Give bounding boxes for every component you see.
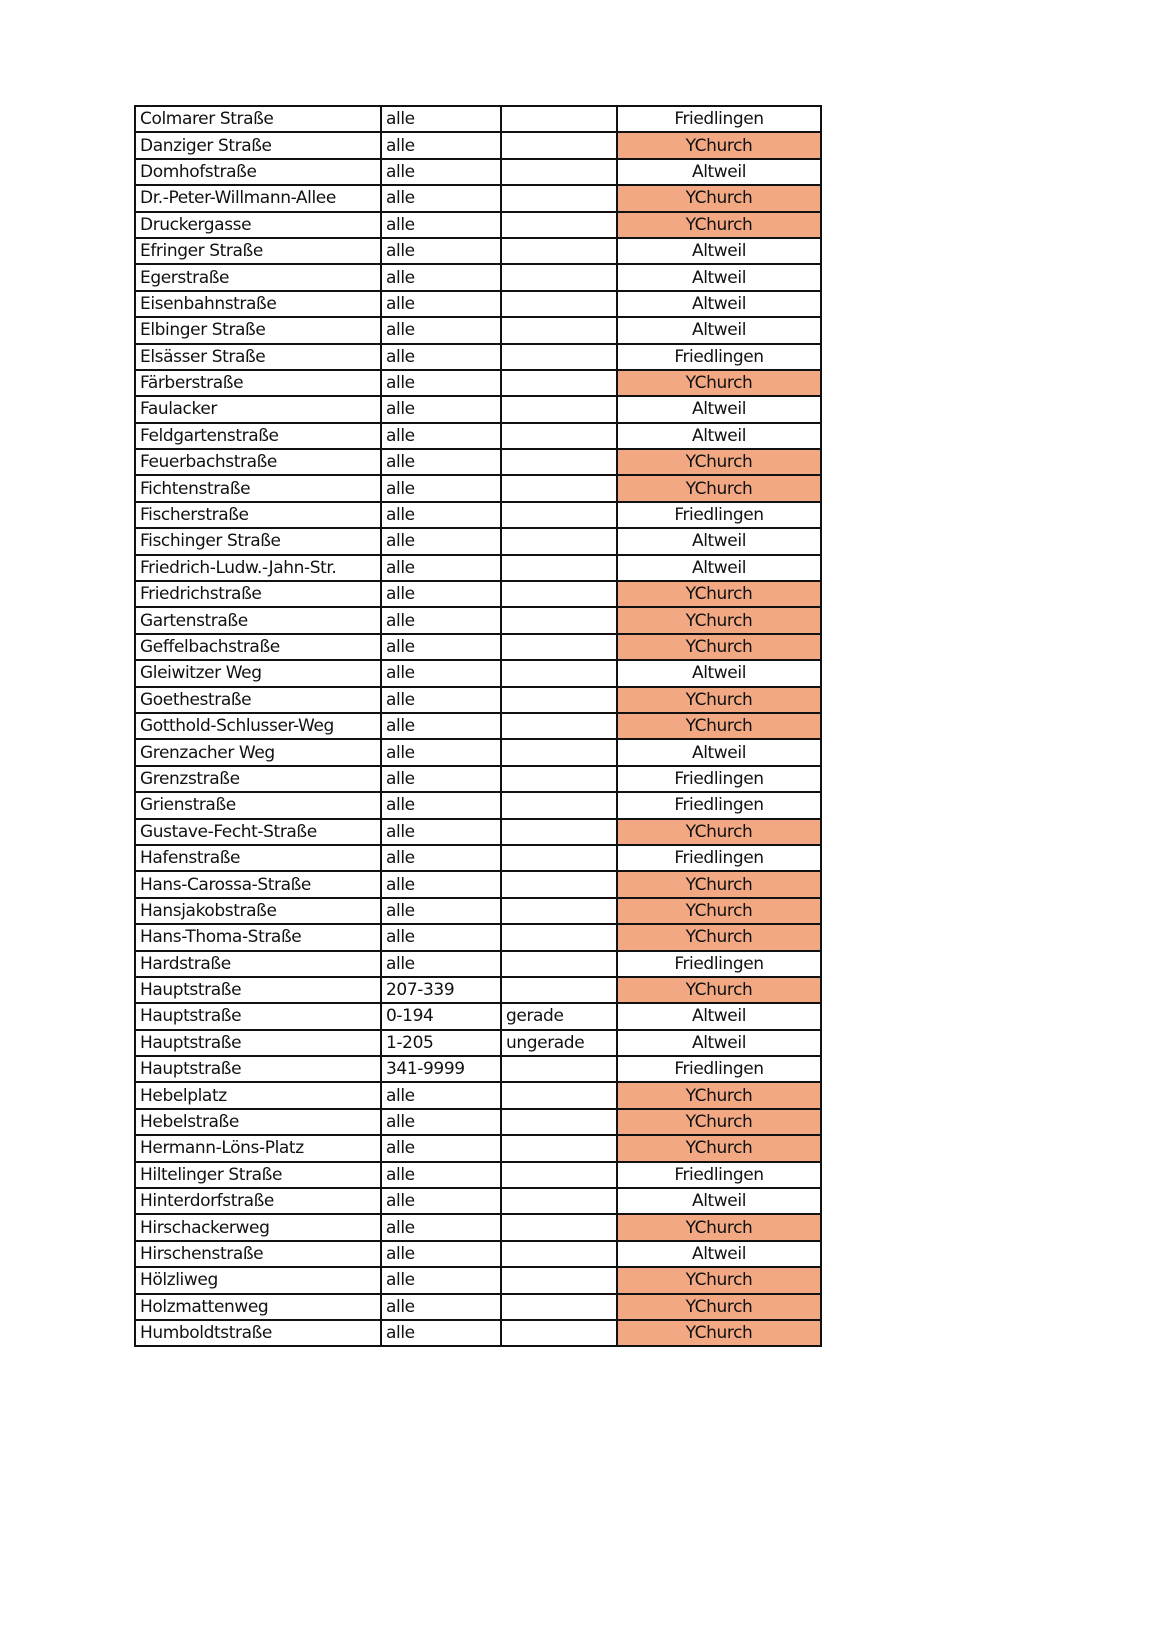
house-range-cell: 207-339 [381,977,501,1003]
street-cell: Faulacker [135,396,381,422]
house-range-cell: alle [381,317,501,343]
house-range-cell: alle [381,1267,501,1293]
table-row [135,977,821,1003]
district-cell: YChurch [617,924,821,950]
street-cell: Egerstraße [135,264,381,290]
street-cell: Humboldtstraße [135,1320,381,1346]
street-cell: Friedrichstraße [135,581,381,607]
district-cell: Friedlingen [617,344,821,370]
house-range-cell: alle [381,1294,501,1320]
parity-cell [501,423,617,449]
street-cell: Hansjakobstraße [135,898,381,924]
house-range-cell: alle [381,1214,501,1240]
house-range-cell: alle [381,660,501,686]
parity-cell [501,212,617,238]
table-row [135,634,821,660]
district-cell: Friedlingen [617,792,821,818]
table-row [135,924,821,950]
table-row [135,132,821,158]
parity-cell [501,581,617,607]
district-cell: YChurch [617,607,821,633]
parity-cell [501,264,617,290]
table-row [135,1056,821,1082]
street-cell: Efringer Straße [135,238,381,264]
parity-cell [501,634,617,660]
parity-cell [501,291,617,317]
street-cell: Hiltelinger Straße [135,1162,381,1188]
house-range-cell: alle [381,634,501,660]
house-range-cell: 0-194 [381,1003,501,1029]
street-cell: Hauptstraße [135,1003,381,1029]
table-row [135,1267,821,1293]
street-cell: Hardstraße [135,951,381,977]
street-cell: Gartenstraße [135,607,381,633]
street-cell: Grenzacher Weg [135,739,381,765]
district-cell: Friedlingen [617,1162,821,1188]
table-row [135,423,821,449]
house-range-cell: alle [381,713,501,739]
table-row [135,1241,821,1267]
house-range-cell: alle [381,766,501,792]
house-range-cell: alle [381,291,501,317]
house-range-cell: 341-9999 [381,1056,501,1082]
table-row [135,159,821,185]
district-cell: YChurch [617,475,821,501]
street-cell: Goethestraße [135,687,381,713]
table-row [135,898,821,924]
table-row [135,291,821,317]
parity-cell [501,951,617,977]
district-cell: YChurch [617,1109,821,1135]
parity-cell [501,977,617,1003]
parity-cell [501,1294,617,1320]
table-row [135,528,821,554]
street-cell: Friedrich-Ludw.-Jahn-Str. [135,555,381,581]
parity-cell [501,1214,617,1240]
street-cell: Hinterdorfstraße [135,1188,381,1214]
parity-cell [501,159,617,185]
district-cell: Altweil [617,317,821,343]
street-cell: Färberstraße [135,370,381,396]
table-row [135,1082,821,1108]
district-cell: YChurch [617,1135,821,1161]
district-cell: Altweil [617,423,821,449]
table-row [135,317,821,343]
parity-cell [501,924,617,950]
parity-cell [501,1082,617,1108]
parity-cell [501,317,617,343]
street-cell: Gleiwitzer Weg [135,660,381,686]
district-cell: Friedlingen [617,845,821,871]
house-range-cell: alle [381,898,501,924]
table-row [135,1030,821,1056]
parity-cell [501,766,617,792]
parity-cell [501,1320,617,1346]
house-range-cell: alle [381,475,501,501]
street-cell: Hauptstraße [135,1056,381,1082]
parity-cell [501,898,617,924]
parity-cell [501,475,617,501]
street-cell: Hans-Carossa-Straße [135,871,381,897]
table-row [135,106,821,132]
parity-cell: ungerade [501,1030,617,1056]
district-cell: YChurch [617,449,821,475]
table-row [135,1109,821,1135]
street-cell: Hirschenstraße [135,1241,381,1267]
house-range-cell: alle [381,1188,501,1214]
house-range-cell: alle [381,238,501,264]
district-cell: Friedlingen [617,106,821,132]
district-cell: YChurch [617,713,821,739]
district-cell: Altweil [617,291,821,317]
district-cell: Altweil [617,159,821,185]
street-cell: Elsässer Straße [135,344,381,370]
house-range-cell: alle [381,581,501,607]
table-row [135,555,821,581]
street-cell: Feldgartenstraße [135,423,381,449]
street-cell: Hauptstraße [135,1030,381,1056]
parity-cell [501,1267,617,1293]
table-row [135,1188,821,1214]
street-district-table [134,105,822,1347]
house-range-cell: alle [381,792,501,818]
house-range-cell: alle [381,871,501,897]
street-cell: Fischinger Straße [135,528,381,554]
house-range-cell: alle [381,739,501,765]
house-range-cell: alle [381,1241,501,1267]
table-row [135,238,821,264]
house-range-cell: alle [381,528,501,554]
district-cell: YChurch [617,1082,821,1108]
district-cell: YChurch [617,634,821,660]
parity-cell [501,1056,617,1082]
parity-cell [501,449,617,475]
district-cell: YChurch [617,687,821,713]
parity-cell [501,370,617,396]
district-cell: Altweil [617,264,821,290]
district-cell: Friedlingen [617,502,821,528]
street-cell: Dr.-Peter-Willmann-Allee [135,185,381,211]
parity-cell [501,871,617,897]
street-cell: Domhofstraße [135,159,381,185]
house-range-cell: alle [381,1320,501,1346]
district-cell: YChurch [617,898,821,924]
street-cell: Hans-Thoma-Straße [135,924,381,950]
house-range-cell: alle [381,819,501,845]
street-cell: Hermann-Löns-Platz [135,1135,381,1161]
house-range-cell: alle [381,1162,501,1188]
district-cell: Altweil [617,1030,821,1056]
house-range-cell: alle [381,423,501,449]
street-cell: Hebelplatz [135,1082,381,1108]
street-cell: Feuerbachstraße [135,449,381,475]
house-range-cell: alle [381,396,501,422]
house-range-cell: alle [381,212,501,238]
parity-cell [501,528,617,554]
house-range-cell: alle [381,185,501,211]
parity-cell [501,396,617,422]
district-cell: YChurch [617,370,821,396]
district-cell: YChurch [617,212,821,238]
parity-cell [501,845,617,871]
parity-cell [501,1241,617,1267]
table-row [135,502,821,528]
table-row [135,185,821,211]
district-cell: YChurch [617,1267,821,1293]
house-range-cell: alle [381,370,501,396]
parity-cell [501,607,617,633]
house-range-cell: alle [381,502,501,528]
parity-cell [501,1109,617,1135]
street-cell: Fischerstraße [135,502,381,528]
table-row [135,660,821,686]
house-range-cell: alle [381,449,501,475]
table-row [135,845,821,871]
house-range-cell: alle [381,264,501,290]
parity-cell [501,739,617,765]
street-cell: Hebelstraße [135,1109,381,1135]
street-cell: Hirschackerweg [135,1214,381,1240]
district-cell: Altweil [617,555,821,581]
house-range-cell: alle [381,106,501,132]
table-row [135,581,821,607]
house-range-cell: alle [381,845,501,871]
table-row [135,1214,821,1240]
district-cell: Friedlingen [617,766,821,792]
street-cell: Danziger Straße [135,132,381,158]
table-row [135,1294,821,1320]
street-cell: Hafenstraße [135,845,381,871]
district-cell: YChurch [617,1320,821,1346]
table-row [135,713,821,739]
street-cell: Geffelbachstraße [135,634,381,660]
parity-cell [501,502,617,528]
table-row [135,739,821,765]
parity-cell [501,238,617,264]
table-row [135,396,821,422]
district-cell: Altweil [617,528,821,554]
district-cell: YChurch [617,819,821,845]
table-row [135,1135,821,1161]
house-range-cell: alle [381,1135,501,1161]
district-cell: Altweil [617,660,821,686]
table-row [135,792,821,818]
district-cell: Friedlingen [617,951,821,977]
house-range-cell: alle [381,1109,501,1135]
house-range-cell: alle [381,159,501,185]
district-cell: YChurch [617,871,821,897]
house-range-cell: 1-205 [381,1030,501,1056]
district-cell: Friedlingen [617,1056,821,1082]
parity-cell: gerade [501,1003,617,1029]
table-row [135,212,821,238]
house-range-cell: alle [381,924,501,950]
parity-cell [501,819,617,845]
district-cell: YChurch [617,977,821,1003]
street-cell: Holzmattenweg [135,1294,381,1320]
district-cell: YChurch [617,185,821,211]
district-cell: Altweil [617,1241,821,1267]
parity-cell [501,1162,617,1188]
house-range-cell: alle [381,607,501,633]
street-cell: Hauptstraße [135,977,381,1003]
table-row [135,370,821,396]
house-range-cell: alle [381,1082,501,1108]
district-cell: YChurch [617,581,821,607]
table-row [135,1162,821,1188]
district-cell: YChurch [617,1214,821,1240]
table-row [135,449,821,475]
table-row [135,766,821,792]
table-row [135,1320,821,1346]
street-cell: Gustave-Fecht-Straße [135,819,381,845]
district-cell: Altweil [617,1188,821,1214]
house-range-cell: alle [381,951,501,977]
parity-cell [501,185,617,211]
street-cell: Fichtenstraße [135,475,381,501]
parity-cell [501,792,617,818]
table-row [135,687,821,713]
district-cell: YChurch [617,1294,821,1320]
table-row [135,264,821,290]
parity-cell [501,555,617,581]
table-row [135,607,821,633]
parity-cell [501,1135,617,1161]
table-row [135,475,821,501]
parity-cell [501,1188,617,1214]
table-row [135,951,821,977]
district-cell: Altweil [617,1003,821,1029]
street-cell: Grienstraße [135,792,381,818]
house-range-cell: alle [381,132,501,158]
house-range-cell: alle [381,687,501,713]
table-row [135,871,821,897]
table-row [135,819,821,845]
parity-cell [501,687,617,713]
table-row [135,1003,821,1029]
street-cell: Elbinger Straße [135,317,381,343]
district-cell: Altweil [617,238,821,264]
house-range-cell: alle [381,344,501,370]
parity-cell [501,106,617,132]
house-range-cell: alle [381,555,501,581]
parity-cell [501,713,617,739]
table-row [135,344,821,370]
street-cell: Colmarer Straße [135,106,381,132]
street-cell: Eisenbahnstraße [135,291,381,317]
district-cell: Altweil [617,739,821,765]
parity-cell [501,660,617,686]
street-cell: Hölzliweg [135,1267,381,1293]
district-cell: YChurch [617,132,821,158]
street-cell: Grenzstraße [135,766,381,792]
parity-cell [501,132,617,158]
parity-cell [501,344,617,370]
street-cell: Gotthold-Schlusser-Weg [135,713,381,739]
district-cell: Altweil [617,396,821,422]
street-cell: Druckergasse [135,212,381,238]
